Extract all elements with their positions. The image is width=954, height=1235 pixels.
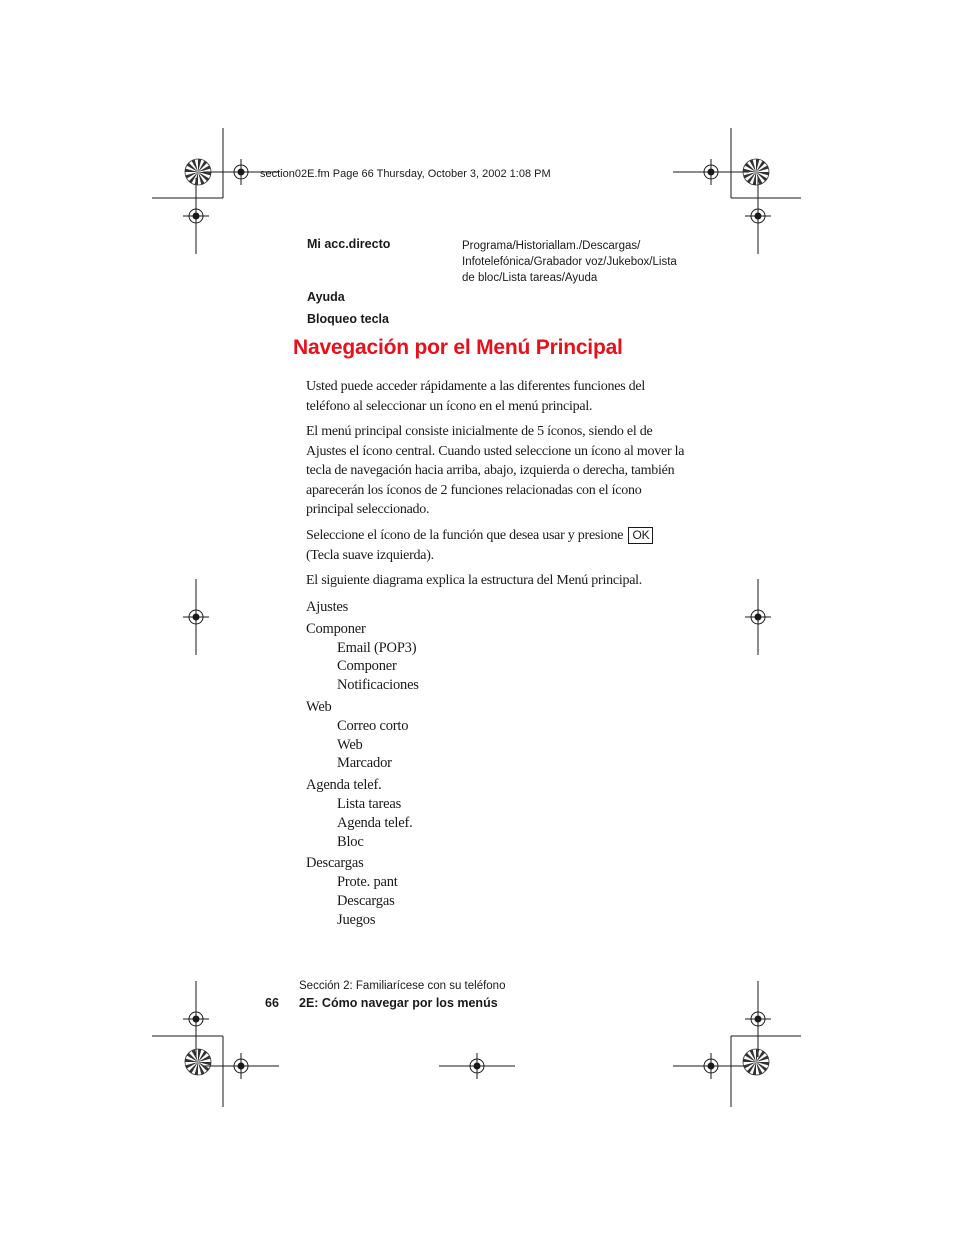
footer-section: Sección 2: Familiarícese con su teléfono [299,980,506,992]
tree-child-item: Marcador [337,755,392,772]
footer-subsection: 2E: Cómo navegar por los menús [299,996,498,1010]
paragraph: Usted puede acceder rápidamente a las diferentes funciones del teléfono al seleccionar un ícono en el menú principal. [306,379,645,414]
tree-child-item: Bloc [337,833,364,850]
registration-crosshair [183,579,209,655]
tree-child-item: Lista tareas [337,795,402,812]
tree-child-item: Web [337,736,363,753]
tree-top-item: Descargas [306,855,364,872]
registration-starburst [185,159,211,185]
registration-crosshair [673,1053,749,1079]
tree-child-item: Prote. pant [337,874,398,891]
tree-child-item: Agenda telef. [337,814,413,831]
registration-crosshair [745,981,771,1057]
tree-top-item: Web [306,698,332,715]
print-header: section02E.fm Page 66 Thursday, October 3, 2002 1:08 PM [260,168,551,180]
menu-structure-tree [306,598,419,930]
menu-item-label: Mi acc.directo [307,237,391,251]
paragraph: El siguiente diagrama explica la estructura del Menú principal. [306,573,643,588]
tree-top-item: Agenda telef. [306,777,382,794]
menu-item-description: Programa/Historiallam./Descargas/ Infotelefónica/Grabador voz/Jukebox/Lista de bloc/Lista tareas/Ayuda [462,240,677,284]
tree-child-item: Descargas [337,892,395,909]
tree-top-item: Componer [306,620,366,637]
tree-child-item: Juegos [337,911,376,928]
tree-child-item: Email (POP3) [337,639,417,656]
tree-top-item: Ajustes [306,599,349,615]
registration-crosshair [673,159,749,185]
tree-child-item: Correo corto [337,717,409,734]
page-number: 66 [265,996,279,1010]
menu-item-label: Ayuda [307,290,345,304]
menu-item-label: Bloqueo tecla [307,312,389,326]
registration-crosshair [439,1053,515,1079]
tree-child-item: Notificaciones [337,677,419,694]
tree-child-item: Componer [337,658,397,675]
registration-crosshair [183,981,209,1057]
registration-crosshair [183,178,209,254]
registration-crosshair [203,1053,279,1079]
section-title: Navegación por el Menú Principal [293,336,623,359]
registration-crosshair [745,178,771,254]
ok-key-label: OK [628,527,653,544]
paragraph-text: Seleccione el ícono de la función que desea usar y presione [306,528,624,543]
paragraph-select-icon [306,526,690,565]
registration-starburst [185,1049,211,1075]
paragraph: El menú principal consiste inicialmente de 5 íconos, siendo el de Ajustes el ícono central. Cuando usted seleccione un ícono al mover la tecla de navegación hacia arriba, abajo, izquierda o derecha, también aparecerán los íconos de 2 funciones relacionadas con el ícono principal seleccionado. [306,424,685,517]
registration-crosshair [745,579,771,655]
paragraph-text: (Tecla suave izquierda). [306,547,434,563]
registration-starburst [743,1049,769,1075]
registration-starburst [743,159,769,185]
